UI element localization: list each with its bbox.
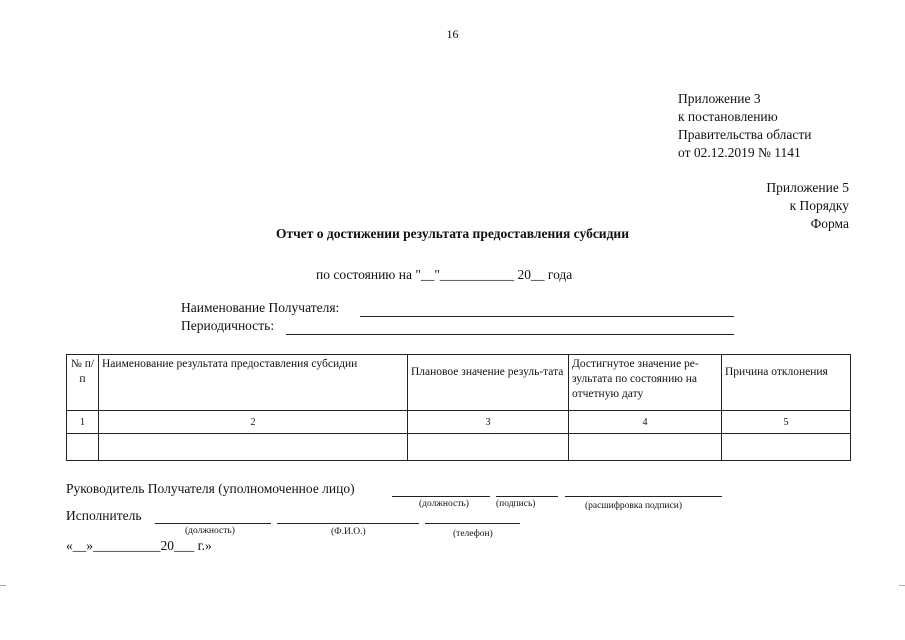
executor-phone-caption: (телефон) [453,529,493,539]
column-number-3: 3 [408,411,569,434]
appendix-5-line-3: Форма [810,216,849,231]
head-label: Руководитель Получателя (уполномоченное лицо) [66,481,355,496]
appendix-5-line-1: Приложение 5 [766,180,849,195]
periodicity-field[interactable] [286,334,734,335]
executor-name-field[interactable] [277,523,419,524]
recipient-name-field[interactable] [360,316,734,317]
column-number-5: 5 [722,411,851,434]
appendix-3-line-2: к постановлению [678,109,778,124]
column-number-4: 4 [569,411,722,434]
column-number-2: 2 [99,411,408,434]
head-signature-caption: (подпись) [496,499,536,509]
table-cell[interactable] [722,434,851,461]
executor-phone-field[interactable] [425,523,520,524]
executor-name-caption: (Ф.И.О.) [331,527,366,537]
appendix-3-header [678,90,811,162]
appendix-5-line-2: к Порядку [789,198,849,213]
report-table [66,354,851,461]
executor-position-field[interactable] [155,523,271,524]
table-cell[interactable] [569,434,722,461]
appendix-3-line-4: от 02.12.2019 № 1141 [678,145,801,160]
table-cell[interactable] [67,434,99,461]
date-line: «__»__________20___ г.» [66,538,212,553]
head-position-caption: (должность) [419,499,469,509]
header-cell-planned-value: Плановое значение резуль-тата [408,355,569,411]
header-cell-number: № п/п [67,355,99,411]
periodicity-label: Периодичность: [181,318,275,333]
as-of-date-line: по состоянию на "__"___________ 20__ года [316,267,573,282]
header-cell-result-name: Наименование результата предоставления субсидии [99,355,408,411]
table-header-row [67,355,851,411]
head-signature-field[interactable] [496,496,558,497]
appendix-5-header [766,179,849,233]
executor-position-caption: (должность) [185,526,235,536]
header-cell-deviation-reason: Причина отклонения [722,355,851,411]
column-number-1: 1 [67,411,99,434]
table-number-row [67,411,851,434]
document-title: Отчет о достижении результата предоставления субсидии [276,226,629,241]
table-cell[interactable] [99,434,408,461]
executor-label: Исполнитель [66,508,142,523]
appendix-3-line-3: Правительства области [678,127,812,142]
table-row [67,434,851,461]
head-decoding-field[interactable] [565,496,722,497]
header-cell-achieved-value: Достигнутое значение ре-зультата по состоянию на отчетную дату [569,355,722,411]
appendix-3-line-1: Приложение 3 [678,91,761,106]
head-decoding-caption: (расшифровка подписи) [585,501,682,511]
page-number: 16 [446,27,459,41]
scan-edge-mark-right [899,585,905,586]
table-cell[interactable] [408,434,569,461]
head-position-field[interactable] [392,496,490,497]
recipient-name-label: Наименование Получателя: [181,300,340,315]
scan-edge-mark-left [0,585,6,586]
